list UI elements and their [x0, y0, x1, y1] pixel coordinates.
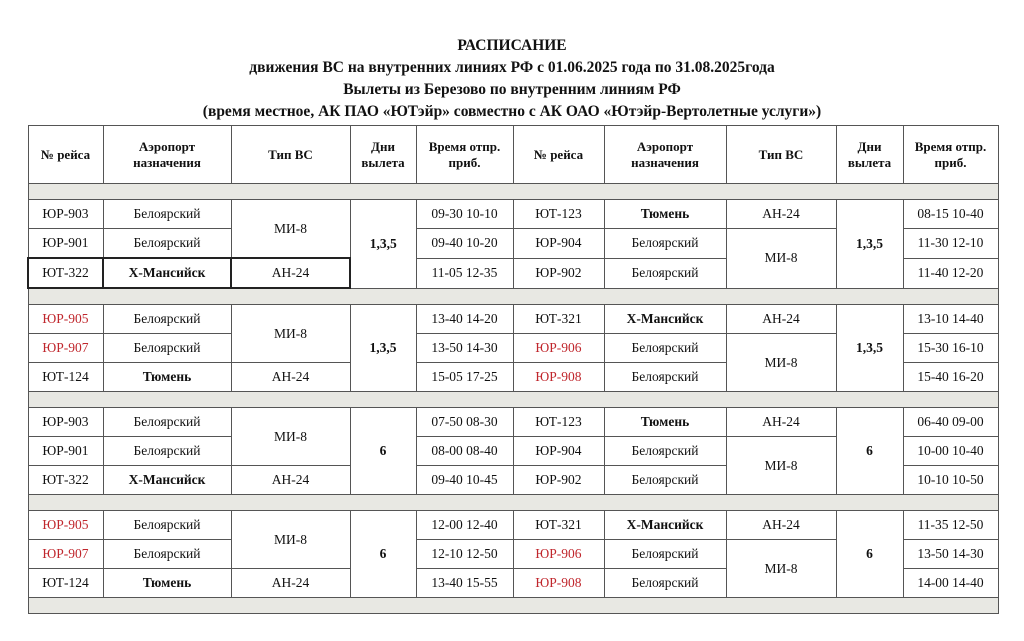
destination-airport-return: Белоярский [604, 258, 726, 288]
aircraft-type-return: МИ-8 [726, 229, 836, 289]
destination-airport: Белоярский [103, 437, 231, 466]
departure-arrival-time-return: 11-35 12-50 [903, 511, 998, 540]
aircraft-type-return: МИ-8 [726, 437, 836, 495]
table-row [28, 511, 998, 540]
departure-arrival-time-return: 10-10 10-50 [903, 466, 998, 495]
destination-airport-return: Белоярский [604, 229, 726, 259]
aircraft-type: МИ-8 [231, 200, 350, 259]
departure-arrival-time: 07-50 08-30 [416, 408, 513, 437]
destination-airport-return: Белоярский [604, 334, 726, 363]
destination-airport-return: Белоярский [604, 437, 726, 466]
aircraft-type-return: АН-24 [726, 200, 836, 229]
destination-airport: Тюмень [103, 363, 231, 392]
separator-row [28, 495, 998, 511]
flight-number-return: ЮР-902 [513, 466, 604, 495]
departure-arrival-time: 09-40 10-20 [416, 229, 513, 259]
departure-arrival-time-return: 15-30 16-10 [903, 334, 998, 363]
header-type: Тип ВС [231, 126, 350, 184]
aircraft-type-return: АН-24 [726, 408, 836, 437]
table-row [28, 408, 998, 437]
separator-cell [28, 184, 998, 200]
aircraft-type-return: МИ-8 [726, 540, 836, 598]
destination-airport-return: Белоярский [604, 540, 726, 569]
aircraft-type-return: МИ-8 [726, 334, 836, 392]
schedule-title: РАСПИСАНИЕ [457, 37, 567, 54]
destination-airport: Белоярский [103, 511, 231, 540]
flight-number-return: ЮР-906 [513, 540, 604, 569]
aircraft-type: АН-24 [231, 569, 350, 598]
aircraft-type: МИ-8 [231, 305, 350, 363]
header-airport-return: Аэропорт назначения [604, 126, 726, 184]
flight-number: ЮР-907 [28, 334, 103, 363]
days-of-week-return: 1,3,5 [836, 200, 903, 289]
departure-arrival-time: 11-05 12-35 [416, 258, 513, 288]
flight-number-return: ЮР-902 [513, 258, 604, 288]
aircraft-type: АН-24 [231, 363, 350, 392]
separator-row [28, 288, 998, 305]
table-row [28, 305, 998, 334]
destination-airport-return: Белоярский [604, 569, 726, 598]
header-airport: Аэропорт назначения [103, 126, 231, 184]
destination-airport-return: Белоярский [604, 363, 726, 392]
schedule-note: (время местное, АК ПАО «ЮТэйр» совместно с АК ОАО «Ютэйр-Вертолетные услуги») [202, 103, 822, 120]
separator-cell [28, 392, 998, 408]
header-row [28, 126, 998, 184]
flight-number: ЮР-903 [28, 200, 103, 229]
destination-airport-return: Тюмень [604, 200, 726, 229]
days-of-week-return: 1,3,5 [836, 305, 903, 392]
flight-number: ЮР-903 [28, 408, 103, 437]
departure-arrival-time-return: 15-40 16-20 [903, 363, 998, 392]
departure-arrival-time: 12-00 12-40 [416, 511, 513, 540]
destination-airport-return: Х-Мансийск [604, 511, 726, 540]
flight-number: ЮТ-322 [28, 258, 103, 288]
flight-number-return: ЮР-904 [513, 229, 604, 259]
aircraft-type: МИ-8 [231, 408, 350, 466]
days-of-week: 6 [350, 408, 416, 495]
departure-arrival-time-return: 06-40 09-00 [903, 408, 998, 437]
flight-number-return: ЮТ-321 [513, 511, 604, 540]
separator-cell [28, 598, 998, 614]
flight-number-return: ЮТ-123 [513, 408, 604, 437]
days-of-week-return: 6 [836, 511, 903, 598]
departure-arrival-time: 09-30 10-10 [416, 200, 513, 229]
table-row [28, 200, 998, 229]
separator-cell [28, 288, 998, 305]
separator-row [28, 598, 998, 614]
destination-airport: Белоярский [103, 229, 231, 259]
days-of-week: 1,3,5 [350, 200, 416, 289]
header-time: Время отпр. приб. [416, 126, 513, 184]
departure-arrival-time: 13-40 15-55 [416, 569, 513, 598]
flight-number-return: ЮР-908 [513, 363, 604, 392]
aircraft-type-return: АН-24 [726, 305, 836, 334]
departure-arrival-time-return: 11-30 12-10 [903, 229, 998, 259]
schedule-period: движения ВС на внутренних линиях РФ с 01.06.2025 года по 31.08.2025года [249, 59, 775, 76]
separator-row [28, 392, 998, 408]
header-days: Дни вылета [350, 126, 416, 184]
aircraft-type: АН-24 [231, 258, 350, 288]
header-flight-return: № рейса [513, 126, 604, 184]
separator-cell [28, 495, 998, 511]
flight-number-return: ЮТ-321 [513, 305, 604, 334]
departure-arrival-time: 12-10 12-50 [416, 540, 513, 569]
destination-airport: Белоярский [103, 408, 231, 437]
flight-number: ЮР-907 [28, 540, 103, 569]
departure-arrival-time-return: 10-00 10-40 [903, 437, 998, 466]
destination-airport-return: Тюмень [604, 408, 726, 437]
departure-arrival-time-return: 08-15 10-40 [903, 200, 998, 229]
header-type-return: Тип ВС [726, 126, 836, 184]
header-time-return: Время отпр. приб. [903, 126, 998, 184]
flight-number: ЮТ-322 [28, 466, 103, 495]
departure-arrival-time-return: 11-40 12-20 [903, 258, 998, 288]
departure-arrival-time: 15-05 17-25 [416, 363, 513, 392]
flight-number-return: ЮР-908 [513, 569, 604, 598]
header-flight: № рейса [28, 126, 103, 184]
days-of-week-return: 6 [836, 408, 903, 495]
departure-arrival-time: 08-00 08-40 [416, 437, 513, 466]
schedule-subtitle: Вылеты из Березово по внутренним линиям РФ [343, 81, 681, 98]
destination-airport: Белоярский [103, 305, 231, 334]
departure-arrival-time: 13-40 14-20 [416, 305, 513, 334]
flight-number: ЮТ-124 [28, 363, 103, 392]
departure-arrival-time: 09-40 10-45 [416, 466, 513, 495]
destination-airport-return: Белоярский [604, 466, 726, 495]
flight-number: ЮР-905 [28, 305, 103, 334]
schedule-table [27, 125, 999, 614]
destination-airport: Х-Мансийск [103, 258, 231, 288]
departure-arrival-time-return: 13-50 14-30 [903, 540, 998, 569]
flight-number-return: ЮР-904 [513, 437, 604, 466]
destination-airport-return: Х-Мансийск [604, 305, 726, 334]
days-of-week: 1,3,5 [350, 305, 416, 392]
flight-number: ЮР-905 [28, 511, 103, 540]
aircraft-type-return: АН-24 [726, 511, 836, 540]
destination-airport: Белоярский [103, 200, 231, 229]
aircraft-type: АН-24 [231, 466, 350, 495]
flight-number: ЮР-901 [28, 437, 103, 466]
flight-number-return: ЮТ-123 [513, 200, 604, 229]
destination-airport: Белоярский [103, 540, 231, 569]
destination-airport: Белоярский [103, 334, 231, 363]
separator-row [28, 184, 998, 200]
days-of-week: 6 [350, 511, 416, 598]
header-days-return: Дни вылета [836, 126, 903, 184]
departure-arrival-time-return: 13-10 14-40 [903, 305, 998, 334]
destination-airport: Тюмень [103, 569, 231, 598]
departure-arrival-time: 13-50 14-30 [416, 334, 513, 363]
flight-number: ЮР-901 [28, 229, 103, 259]
flight-number: ЮТ-124 [28, 569, 103, 598]
aircraft-type: МИ-8 [231, 511, 350, 569]
flight-number-return: ЮР-906 [513, 334, 604, 363]
departure-arrival-time-return: 14-00 14-40 [903, 569, 998, 598]
destination-airport: Х-Мансийск [103, 466, 231, 495]
